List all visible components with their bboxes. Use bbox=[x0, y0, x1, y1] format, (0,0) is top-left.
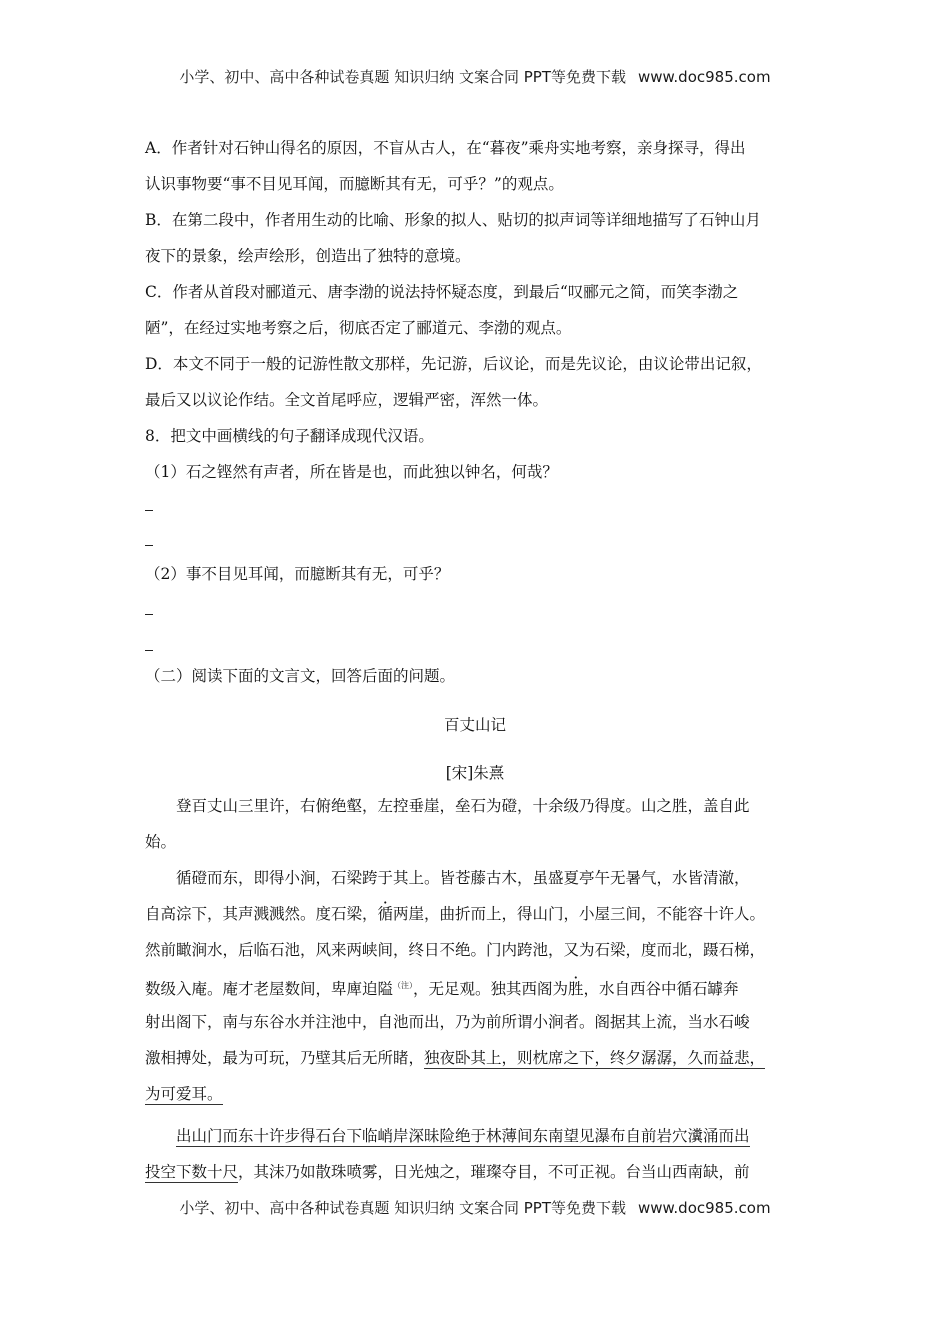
text-segment: 两崖，曲折而上，得山门，小屋三间，不能容十许人。 bbox=[393, 905, 766, 923]
paragraph-2-line4 bbox=[145, 976, 739, 999]
section-2-heading: （二）阅读下面的文言文，回答后面的问题。 bbox=[145, 667, 456, 685]
answer-blank[interactable] bbox=[145, 614, 153, 615]
paragraph-3-line2 bbox=[145, 1162, 750, 1182]
passage-title: 百丈山记 bbox=[443, 716, 506, 734]
paragraph-2-line2 bbox=[145, 904, 765, 924]
text-segment: ，无足观。独其西阁为 bbox=[413, 980, 569, 999]
question-8-sentence-2: （2）事不目见耳闻，而臆断其有无，可乎？ bbox=[145, 565, 450, 583]
footer-url[interactable]: www.doc985.com bbox=[637, 1199, 771, 1217]
paragraph-2-line3: 然前瞰涧水，后临石池，风来两峡间，终日不绝。门内跨池，又为石梁，度而北，蹑石梯， bbox=[145, 941, 766, 959]
option-a-line2: 认识事物要“事不目见耳闻，而臆断其有无，可乎？”的观点。 bbox=[145, 175, 564, 193]
underlined-sentence: 投空下数十尺 bbox=[145, 1163, 239, 1181]
paragraph-1-line1: 登百丈山三里许，右俯绝壑，左控垂崖，垒石为磴，十余级乃得度。山之胜，盖自此 bbox=[176, 797, 750, 815]
option-c-line2: 陋”，在经过实地考察之后，彻底否定了郦道元、李渤的观点。 bbox=[145, 319, 572, 337]
paragraph-1-line2: 始。 bbox=[145, 833, 177, 851]
dotted-word: 循 bbox=[377, 905, 394, 923]
underlined-sentence: 为可爱耳。 bbox=[145, 1085, 223, 1103]
answer-blank[interactable] bbox=[145, 510, 153, 511]
header-url[interactable]: www.doc985.com bbox=[637, 68, 771, 86]
question-8-stem: 8．把文中画横线的句子翻译成现代汉语。 bbox=[145, 427, 434, 445]
paragraph-2-line1: 循磴而东，即得小涧，石梁跨于其上。皆苍藤古木，虽盛夏亭午无暑气，水皆清澈， bbox=[176, 869, 750, 887]
text-segment: 激相搏处，最为可玩，乃壁其后无所睹， bbox=[145, 1049, 425, 1067]
underlined-sentence: 出山门而东十许步得石台下临峭岸深昧险绝于林薄间东南望见瀑布自前岩穴瀵涌而出 bbox=[176, 1127, 750, 1145]
text-segment: ，水自西谷中循石罅奔 bbox=[583, 980, 739, 999]
footer-text: 小学、初中、高中各种试卷真题 知识归纳 文案合同 PPT等免费下载 bbox=[179, 1199, 626, 1217]
note-marker: （注） bbox=[393, 981, 414, 990]
underlined-sentence: 独夜卧其上，则枕席之下，终夕潺潺，久而益悲， bbox=[424, 1049, 766, 1067]
paragraph-2-line5: 射出阁下，南与东谷水并注池中，自池而出，乃为前所谓小涧者。阁据其上流，当水石峻 bbox=[145, 1013, 750, 1031]
option-d-line1: D．本文不同于一般的记游性散文那样，先记游，后议论，而是先议论，由议论带出记叙， bbox=[145, 355, 762, 373]
page-footer bbox=[0, 1197, 950, 1218]
option-c-line1: C．作者从首段对郦道元、唐李渤的说法持怀疑态度，到最后“叹郦元之简，而笑李渤之 bbox=[145, 283, 739, 301]
answer-blank[interactable] bbox=[145, 545, 153, 546]
option-a-line1: A．作者针对石钟山得名的原因，不盲从古人，在“暮夜”乘舟实地考察，亲身探寻，得出 bbox=[145, 139, 746, 157]
option-b-line1: B．在第二段中，作者用生动的比喻、形象的拟人、贴切的拟声词等详细地描写了石钟山月 bbox=[145, 211, 761, 229]
text-segment: 数级入庵。庵才老屋数间，卑庳迫隘 bbox=[145, 980, 394, 999]
paragraph-2-line6 bbox=[145, 1048, 765, 1068]
dotted-word: 胜 bbox=[568, 980, 584, 999]
header-text: 小学、初中、高中各种试卷真题 知识归纳 文案合同 PPT等免费下载 bbox=[179, 68, 626, 86]
paragraph-2-line7 bbox=[145, 1084, 223, 1104]
paragraph-3-line1 bbox=[176, 1126, 750, 1146]
text-segment: ，其沫乃如散珠喷雾，日光烛之，璀璨夺目，不可正视。台当山西南缺，前 bbox=[238, 1163, 750, 1181]
passage-author: [宋]朱熹 bbox=[445, 764, 505, 782]
page-header bbox=[0, 66, 950, 87]
answer-blank[interactable] bbox=[145, 650, 153, 651]
question-8-sentence-1: （1）石之铿然有声者，所在皆是也，而此独以钟名，何哉？ bbox=[145, 463, 558, 481]
option-d-line2: 最后又以议论作结。全文首尾呼应，逻辑严密，浑然一体。 bbox=[145, 391, 549, 409]
text-segment: 自高淙下，其声溅溅然。度石梁， bbox=[145, 905, 378, 923]
option-b-line2: 夜下的景象，绘声绘形，创造出了独特的意境。 bbox=[145, 247, 471, 265]
